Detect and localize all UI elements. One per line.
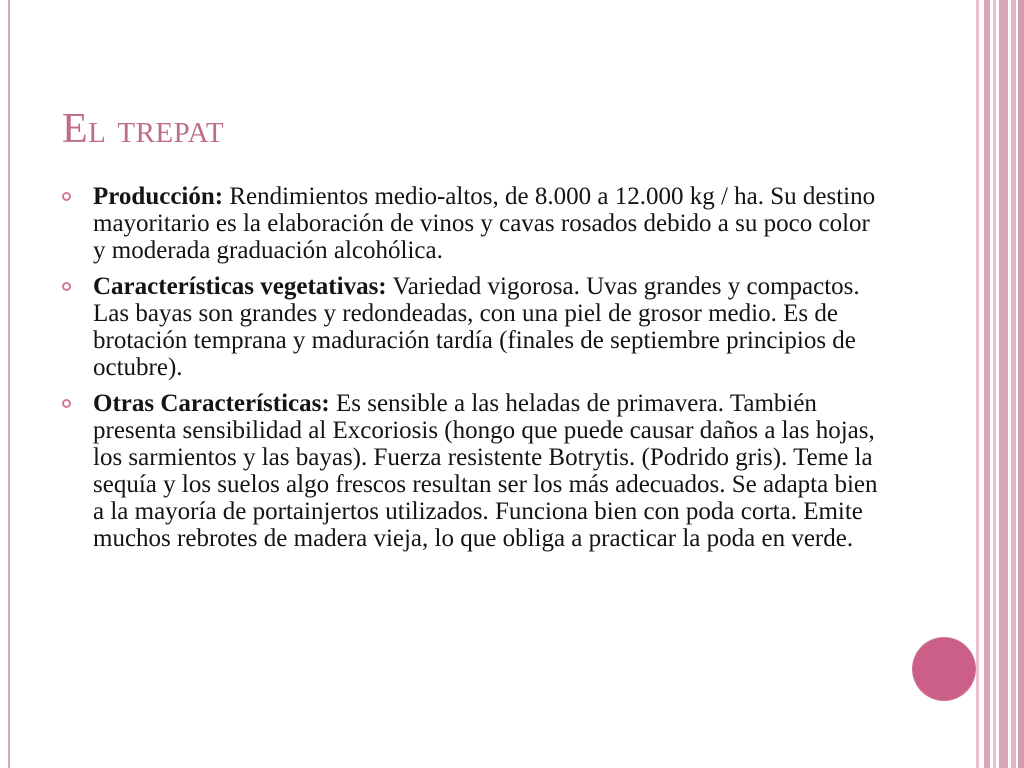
ring-bullet-icon bbox=[62, 192, 71, 201]
right-stripe-6 bbox=[1018, 0, 1024, 768]
right-stripe-1 bbox=[976, 0, 979, 768]
bullet-text: Rendimientos medio-altos, de 8.000 a 12.000 kg / ha. Su destino mayoritario es la elaboración de vinos y cavas rosados debido a su poco color y moderada graduación alcohólica. bbox=[93, 183, 876, 264]
right-stripe-5 bbox=[1011, 0, 1016, 768]
right-stripe-4 bbox=[999, 0, 1008, 768]
left-border-line bbox=[8, 0, 10, 768]
decorative-circle bbox=[913, 638, 975, 700]
bullet-list bbox=[62, 183, 882, 561]
slide-title: El trepat bbox=[62, 106, 225, 152]
bullet-lead: Otras Características: bbox=[93, 390, 330, 417]
ring-bullet-icon bbox=[62, 282, 71, 291]
bullet-lead: Características vegetativas: bbox=[93, 273, 387, 300]
bullet-text: Es sensible a las heladas de primavera. También presenta sensibilidad al Excoriosis (hongo que puede causar daños a las hojas, los sarmientos y las bayas). Fuerza resistente Botrytis. (Podrido gris). Teme la sequía y los suelos algo frescos resultan ser los más adecuados. Se adapta bien a la mayoría de portainjertos utilizados. Funciona bien con poda corta. Emite muchos rebrotes de madera vieja, lo que obliga a practicar la poda en verde. bbox=[93, 390, 878, 552]
right-stripe-2 bbox=[984, 0, 990, 768]
ring-bullet-icon bbox=[62, 399, 71, 408]
bullet-lead: Producción: bbox=[93, 183, 224, 210]
bullet-item-otras-caracteristicas bbox=[62, 390, 882, 552]
bullet-item-produccion bbox=[62, 183, 882, 264]
bullet-text: Variedad vigorosa. Uvas grandes y compactos. Las bayas son grandes y redondeadas, con una piel de grosor medio. Es de brotación temprana y maduración tardía (finales de septiembre principios de octubre). bbox=[93, 273, 860, 381]
right-stripe-3 bbox=[993, 0, 996, 768]
bullet-item-caracteristicas-vegetativas bbox=[62, 273, 882, 381]
